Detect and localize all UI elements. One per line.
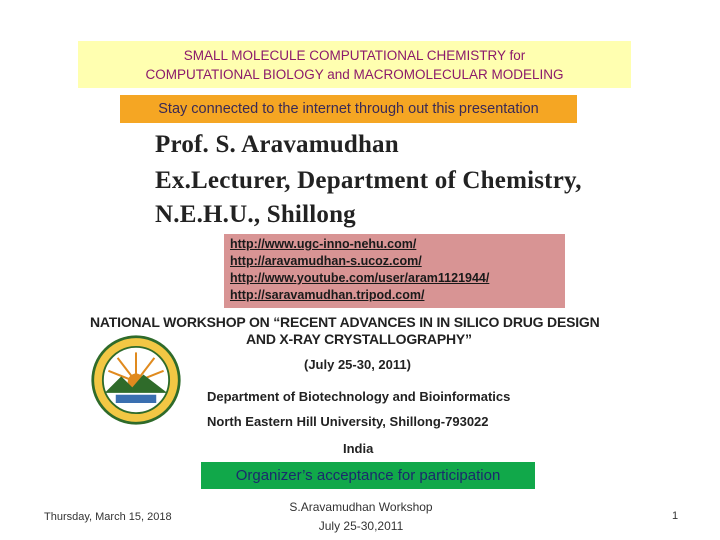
link-aravamudhan-ucoz[interactable]: http://aravamudhan-s.ucoz.com/	[230, 254, 422, 268]
footer-author-event: S.Aravamudhan Workshop	[289, 500, 433, 514]
page-number: 1	[672, 510, 679, 522]
stay-connected-banner: Stay connected to the internet through out this presentation	[120, 95, 577, 123]
footer-event-dates: July 25-30,2011	[318, 519, 404, 533]
links-box	[224, 234, 565, 308]
nehu-logo-icon	[90, 334, 182, 426]
workshop-department: Department of Biotechnology and Bioinformatics	[207, 389, 511, 404]
title-line-1: SMALL MOLECULE COMPUTATIONAL CHEMISTRY for	[183, 47, 526, 63]
organizer-acceptance-button[interactable]: Organizer’s acceptance for participation	[201, 462, 535, 489]
workshop-title-line-1: NATIONAL WORKSHOP ON “RECENT ADVANCES IN IN SILICO DRUG DESIGN	[90, 314, 600, 330]
link-ugc-inno-nehu[interactable]: http://www.ugc-inno-nehu.com/	[230, 237, 417, 251]
author-name: Prof. S. Aravamudhan	[155, 131, 399, 158]
link-tripod[interactable]: http://saravamudhan.tripod.com/	[230, 288, 425, 302]
link-youtube[interactable]: http://www.youtube.com/user/aram1121944/	[230, 271, 490, 285]
author-affiliation: N.E.H.U., Shillong	[155, 201, 356, 228]
workshop-country: India	[343, 441, 374, 456]
workshop-dates: (July 25-30, 2011)	[304, 357, 411, 372]
title-line-2: COMPUTATIONAL BIOLOGY and MACROMOLECULAR MODELING	[145, 66, 564, 82]
author-position: Ex.Lecturer, Department of Chemistry,	[155, 167, 582, 194]
footer-date: Thursday, March 15, 2018	[44, 511, 172, 523]
title-banner	[78, 41, 631, 88]
workshop-title-line-2: AND X-RAY CRYSTALLOGRAPHY”	[246, 331, 472, 347]
footer-center	[272, 498, 450, 536]
workshop-university: North Eastern Hill University, Shillong-793022	[207, 414, 489, 429]
